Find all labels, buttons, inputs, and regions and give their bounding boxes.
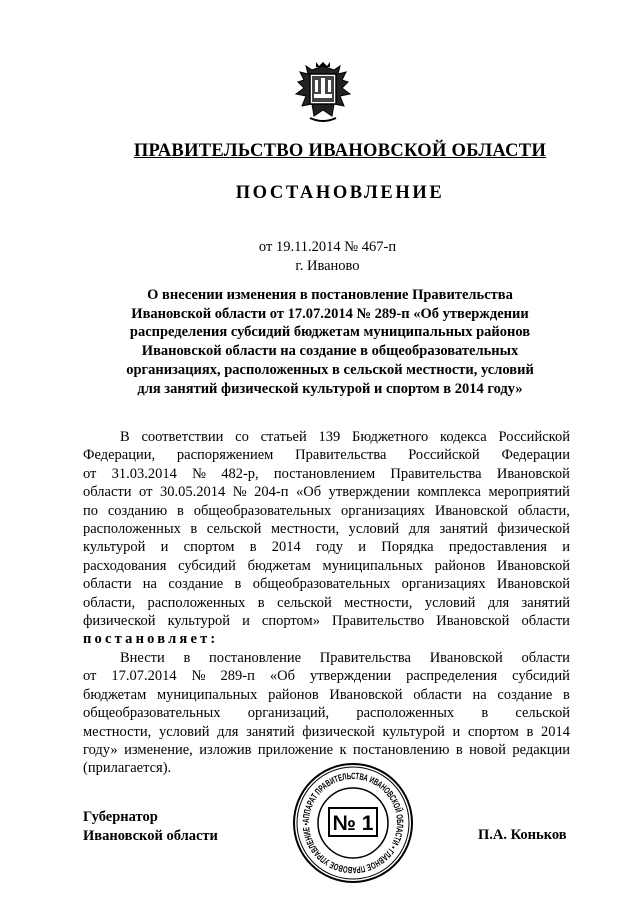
signatory-title-line: Губернатор (83, 809, 158, 825)
body-word: Ивановской (434, 502, 508, 519)
body-line (83, 575, 570, 593)
seal-number: № 1 (332, 812, 374, 835)
body-word: в (234, 576, 242, 593)
body-word: культурой (83, 539, 146, 556)
body-word: занятий (439, 521, 488, 538)
body-word: Ивановской (436, 613, 510, 630)
body-word: Российской (408, 447, 480, 464)
subject-line: Ивановской области от 17.07.2014 № 289-п «Об утверждении (131, 305, 529, 322)
body-word: организациях (401, 576, 486, 593)
body-word: для (487, 594, 510, 611)
body-word: культурой (382, 723, 445, 740)
body-line (83, 446, 570, 464)
body-word: 30.05.2014 (159, 484, 226, 501)
body-word: области (83, 484, 132, 501)
body-word: Ивановской (496, 557, 570, 574)
body-word: в (455, 741, 463, 758)
body-word: физической (83, 613, 156, 630)
official-seal-stamp (292, 762, 414, 884)
body-word: общеобразовательных (193, 502, 332, 519)
body-word: 482-р, (221, 465, 259, 482)
body-word: по (83, 502, 99, 519)
body-word: предоставления (448, 539, 547, 556)
signatory-title-line: Ивановской области (83, 828, 218, 844)
body-word: муниципальных (156, 686, 258, 703)
body-word: году» (83, 741, 118, 758)
body-word: расположенных (356, 705, 455, 722)
body-word: и (160, 539, 169, 556)
document-city: г. Иваново (295, 258, 360, 274)
coat-of-arms-icon (288, 60, 358, 126)
body-word: приложение (257, 741, 334, 758)
body-line (83, 667, 570, 685)
body-word: 31.03.2014 (111, 465, 177, 482)
body-word: В (120, 429, 130, 445)
body-word: Порядка (381, 539, 434, 556)
body-word: расположенных (147, 594, 246, 611)
body-word: в (190, 521, 198, 538)
body-line (83, 520, 570, 538)
body-word: области (521, 613, 570, 630)
body-word: статьей (260, 429, 307, 445)
document-body (83, 428, 570, 778)
body-word: Внести (120, 649, 165, 666)
body-line (83, 704, 570, 722)
body-word: расходования (83, 557, 167, 574)
body-word: области (413, 686, 462, 703)
body-word: утверждении (328, 484, 410, 501)
body-word: распределения (406, 668, 498, 685)
body-word: и (452, 723, 461, 740)
document-type: ПОСТАНОВЛЕНИЕ (235, 183, 445, 203)
body-word: в (183, 649, 191, 666)
body-line (83, 483, 570, 501)
body-word: местности, (344, 594, 413, 611)
body-word: муниципальных (322, 557, 423, 574)
subject-line: организациях, расположенных в сельской местности, условий (126, 361, 534, 378)
body-word: со (235, 429, 249, 445)
signatory-name: П.А. Коньков (478, 827, 567, 843)
body-word: в (526, 723, 534, 740)
subject-line: О внесении изменения в постановление Правительства (147, 287, 513, 303)
body-word: и (562, 539, 570, 556)
body-word: на (472, 686, 487, 703)
body-word: постановлению (352, 741, 450, 758)
body-word: «Об (269, 668, 295, 685)
body-word: физической (302, 723, 375, 740)
body-line (83, 686, 570, 704)
body-word: утверждении (309, 668, 392, 685)
body-word: создание (168, 576, 224, 593)
body-word: Ивановской (496, 465, 570, 482)
subject-line: для занятий физической культурой и спортом в 2014 году» (137, 380, 523, 397)
body-word: редакции (512, 741, 570, 758)
body-word: новой (469, 741, 506, 758)
body-word: в (481, 705, 489, 722)
body-word: 17.07.2014 (111, 668, 177, 685)
body-word: бюджетам (83, 686, 147, 703)
body-word: изложив (199, 741, 252, 758)
body-word: расположенных (83, 521, 181, 538)
body-word: субсидий (512, 668, 570, 685)
document-subject (110, 286, 550, 398)
body-word: сельской (206, 521, 262, 538)
body-word: в (257, 594, 265, 611)
body-word: области (521, 649, 570, 666)
body-word: Ивановской (496, 576, 570, 593)
body-word: сельской (515, 705, 570, 722)
body-word: спортом (183, 539, 235, 556)
body-word: году (316, 539, 344, 556)
body-word: Правительство (332, 613, 425, 630)
body-word: от (83, 668, 97, 685)
body-word: 289-п (220, 668, 255, 685)
body-line (83, 465, 570, 483)
svg-text:АППАРАТ ПРАВИТЕЛЬСТВА ИВАНОВСК: АППАРАТ ПРАВИТЕЛЬСТВА ИВАНОВСКОЙ ОБЛАСТИ • ГЛАВНОЕ ПРАВОВОЕ УПРАВЛЕНИЕ • (300, 770, 406, 876)
document-date-number: от 19.11.2014 № 467-п (258, 239, 397, 255)
body-word: № (191, 668, 206, 685)
body-word: в (177, 502, 184, 519)
body-word: области (83, 576, 132, 593)
body-word: Федерации, (83, 447, 156, 464)
body-line (83, 612, 570, 630)
paragraph-decision (83, 649, 570, 759)
body-word: организациях (341, 502, 426, 519)
decree-word: постановляет: (83, 631, 219, 648)
body-word: районов (434, 557, 486, 574)
body-word: общеобразовательных (252, 576, 391, 593)
body-word: для (217, 723, 239, 740)
body-word: распоряжением (176, 447, 274, 464)
body-word: области, (83, 594, 136, 611)
body-word: для (408, 521, 430, 538)
body-word: Правительства (319, 649, 411, 666)
body-word: кодекса (440, 429, 487, 445)
body-word: области, (517, 502, 570, 519)
body-word: условий (348, 521, 400, 538)
body-word: общеобразовательных (83, 705, 221, 722)
subject-line: Ивановской области на создание в общеобразовательных (141, 343, 519, 360)
body-word: постановлением (273, 465, 376, 482)
body-line: (прилагается). (83, 760, 172, 777)
body-word: 2014 (271, 539, 301, 556)
body-line (83, 741, 570, 759)
body-line (83, 502, 570, 520)
body-word: спортом (467, 723, 519, 740)
body-word: местности, (83, 723, 152, 740)
body-word: условий (424, 594, 476, 611)
body-word: бюджетам (247, 557, 311, 574)
body-word: постановление (209, 649, 302, 666)
body-word: занятий (521, 594, 570, 611)
body-word: к (339, 741, 347, 758)
body-word: физической (497, 521, 570, 538)
body-word: соответствии (141, 429, 224, 445)
body-word: созданию (107, 502, 168, 519)
body-word: и (242, 613, 250, 630)
body-word: спортом» (261, 613, 320, 630)
body-word: 139 (318, 429, 341, 445)
body-word: № (192, 465, 206, 482)
body-word: создание (497, 686, 553, 703)
body-line (83, 594, 570, 612)
body-word: от (83, 465, 97, 482)
body-line (83, 428, 570, 446)
body-word: в (249, 539, 257, 556)
body-word: Правительства (295, 447, 387, 464)
body-word: сельской (277, 594, 332, 611)
body-word: условий (158, 723, 210, 740)
body-word: Федерации (501, 447, 570, 464)
government-name: ПРАВИТЕЛЬСТВО ИВАНОВСКОЙ ОБЛАСТИ (133, 141, 547, 161)
body-line (83, 557, 570, 575)
body-line (83, 538, 570, 556)
body-word: культурой (167, 613, 230, 630)
body-word: местности, (270, 521, 340, 538)
body-word: Российской (498, 429, 570, 445)
paragraph-preamble (83, 428, 570, 630)
body-word: в (563, 686, 570, 703)
subject-line: распределения субсидий бюджетам муниципальных районов (129, 324, 531, 341)
body-word: районов (268, 686, 319, 703)
body-line (83, 649, 570, 667)
body-word: Бюджетного (352, 429, 429, 445)
body-word: Правительства (390, 465, 482, 482)
body-word: субсидий (178, 557, 236, 574)
body-word: занятий (246, 723, 295, 740)
body-word: Ивановской (329, 686, 403, 703)
body-word: 204-п (254, 484, 289, 501)
body-line (83, 723, 570, 741)
body-word: 2014 (540, 723, 570, 740)
signatory-title (83, 808, 218, 846)
body-word: и (358, 539, 367, 556)
body-word: изменение, (124, 741, 193, 758)
body-word: мероприятий (488, 484, 570, 501)
body-word: организаций, (247, 705, 330, 722)
body-word: «Об (295, 484, 322, 501)
body-word: на (142, 576, 157, 593)
body-word: № (232, 484, 247, 501)
body-word: Ивановской (429, 649, 503, 666)
body-word: от (139, 484, 153, 501)
body-word: комплекса (417, 484, 481, 501)
